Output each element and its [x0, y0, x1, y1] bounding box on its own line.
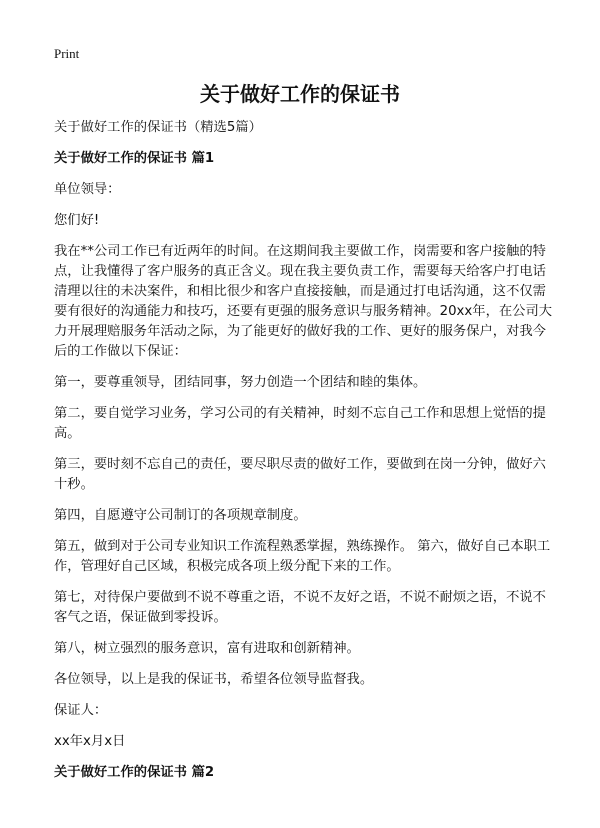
paragraph-item-5-6: 第五，做到对于公司专业知识工作流程熟悉掌握，熟练操作。 第六，做好自己本职工作，管理好自己区域，积极完成各项上级分配下来的工作。 [54, 539, 551, 574]
document-subtitle: 关于做好工作的保证书（精选5篇） [54, 120, 262, 135]
paragraph-item-2: 第二，要自觉学习业务，学习公司的有关精神，时刻不忘自己工作和思想上觉悟的提高。 [54, 406, 546, 441]
paragraph-item-4: 第四，自愿遵守公司制订的各项规章制度。 [54, 508, 307, 523]
greeting: 您们好! [54, 213, 100, 228]
section-heading-2: 关于做好工作的保证书 篇2 [54, 765, 215, 780]
salutation: 单位领导： [54, 182, 121, 197]
document-title: 关于做好工作的保证书 [200, 82, 400, 106]
print-label: Print [54, 46, 80, 61]
paragraph-item-7: 第七，对待保户要做到不说不尊重之语，不说不友好之语，不说不耐烦之语，不说不客气之语，保证做到零投诉。 [54, 590, 546, 625]
paragraph-intro: 我在**公司工作已有近两年的时间。在这期间我主要做工作，岗需要和客户接触的特点，让我懂得了客户服务的真正含义。现在我主要负责工作，需要每天给客户打电话清理以往的未决案件，和相比很少和客户直接接触，而是通过打电话沟通，这不仅需要有很好的沟通能力和技巧，还要有更强的服务意识与服务精神。20xx年，在公司大力开展理赔服务年活动之际，为了能更好的做好我的工作、更好的服务保户，对我今后的工作做以下保证： [54, 244, 553, 359]
paragraph-item-3: 第三，要时刻不忘自己的责任，要尽职尽责的做好工作，要做到在岗一分钟，做好六十秒。 [54, 457, 546, 492]
signature-label: 保证人： [54, 703, 108, 718]
document-body [54, 118, 554, 794]
paragraph-item-1: 第一，要尊重领导，团结同事，努力创造一个团结和睦的集体。 [54, 375, 427, 390]
paragraph-closing: 各位领导，以上是我的保证书，希望各位领导监督我。 [54, 672, 374, 687]
paragraph-item-8: 第八，树立强烈的服务意识，富有进取和创新精神。 [54, 641, 360, 656]
section-heading-1: 关于做好工作的保证书 篇1 [54, 151, 215, 166]
signature-date: xx年x月x日 [54, 734, 126, 749]
